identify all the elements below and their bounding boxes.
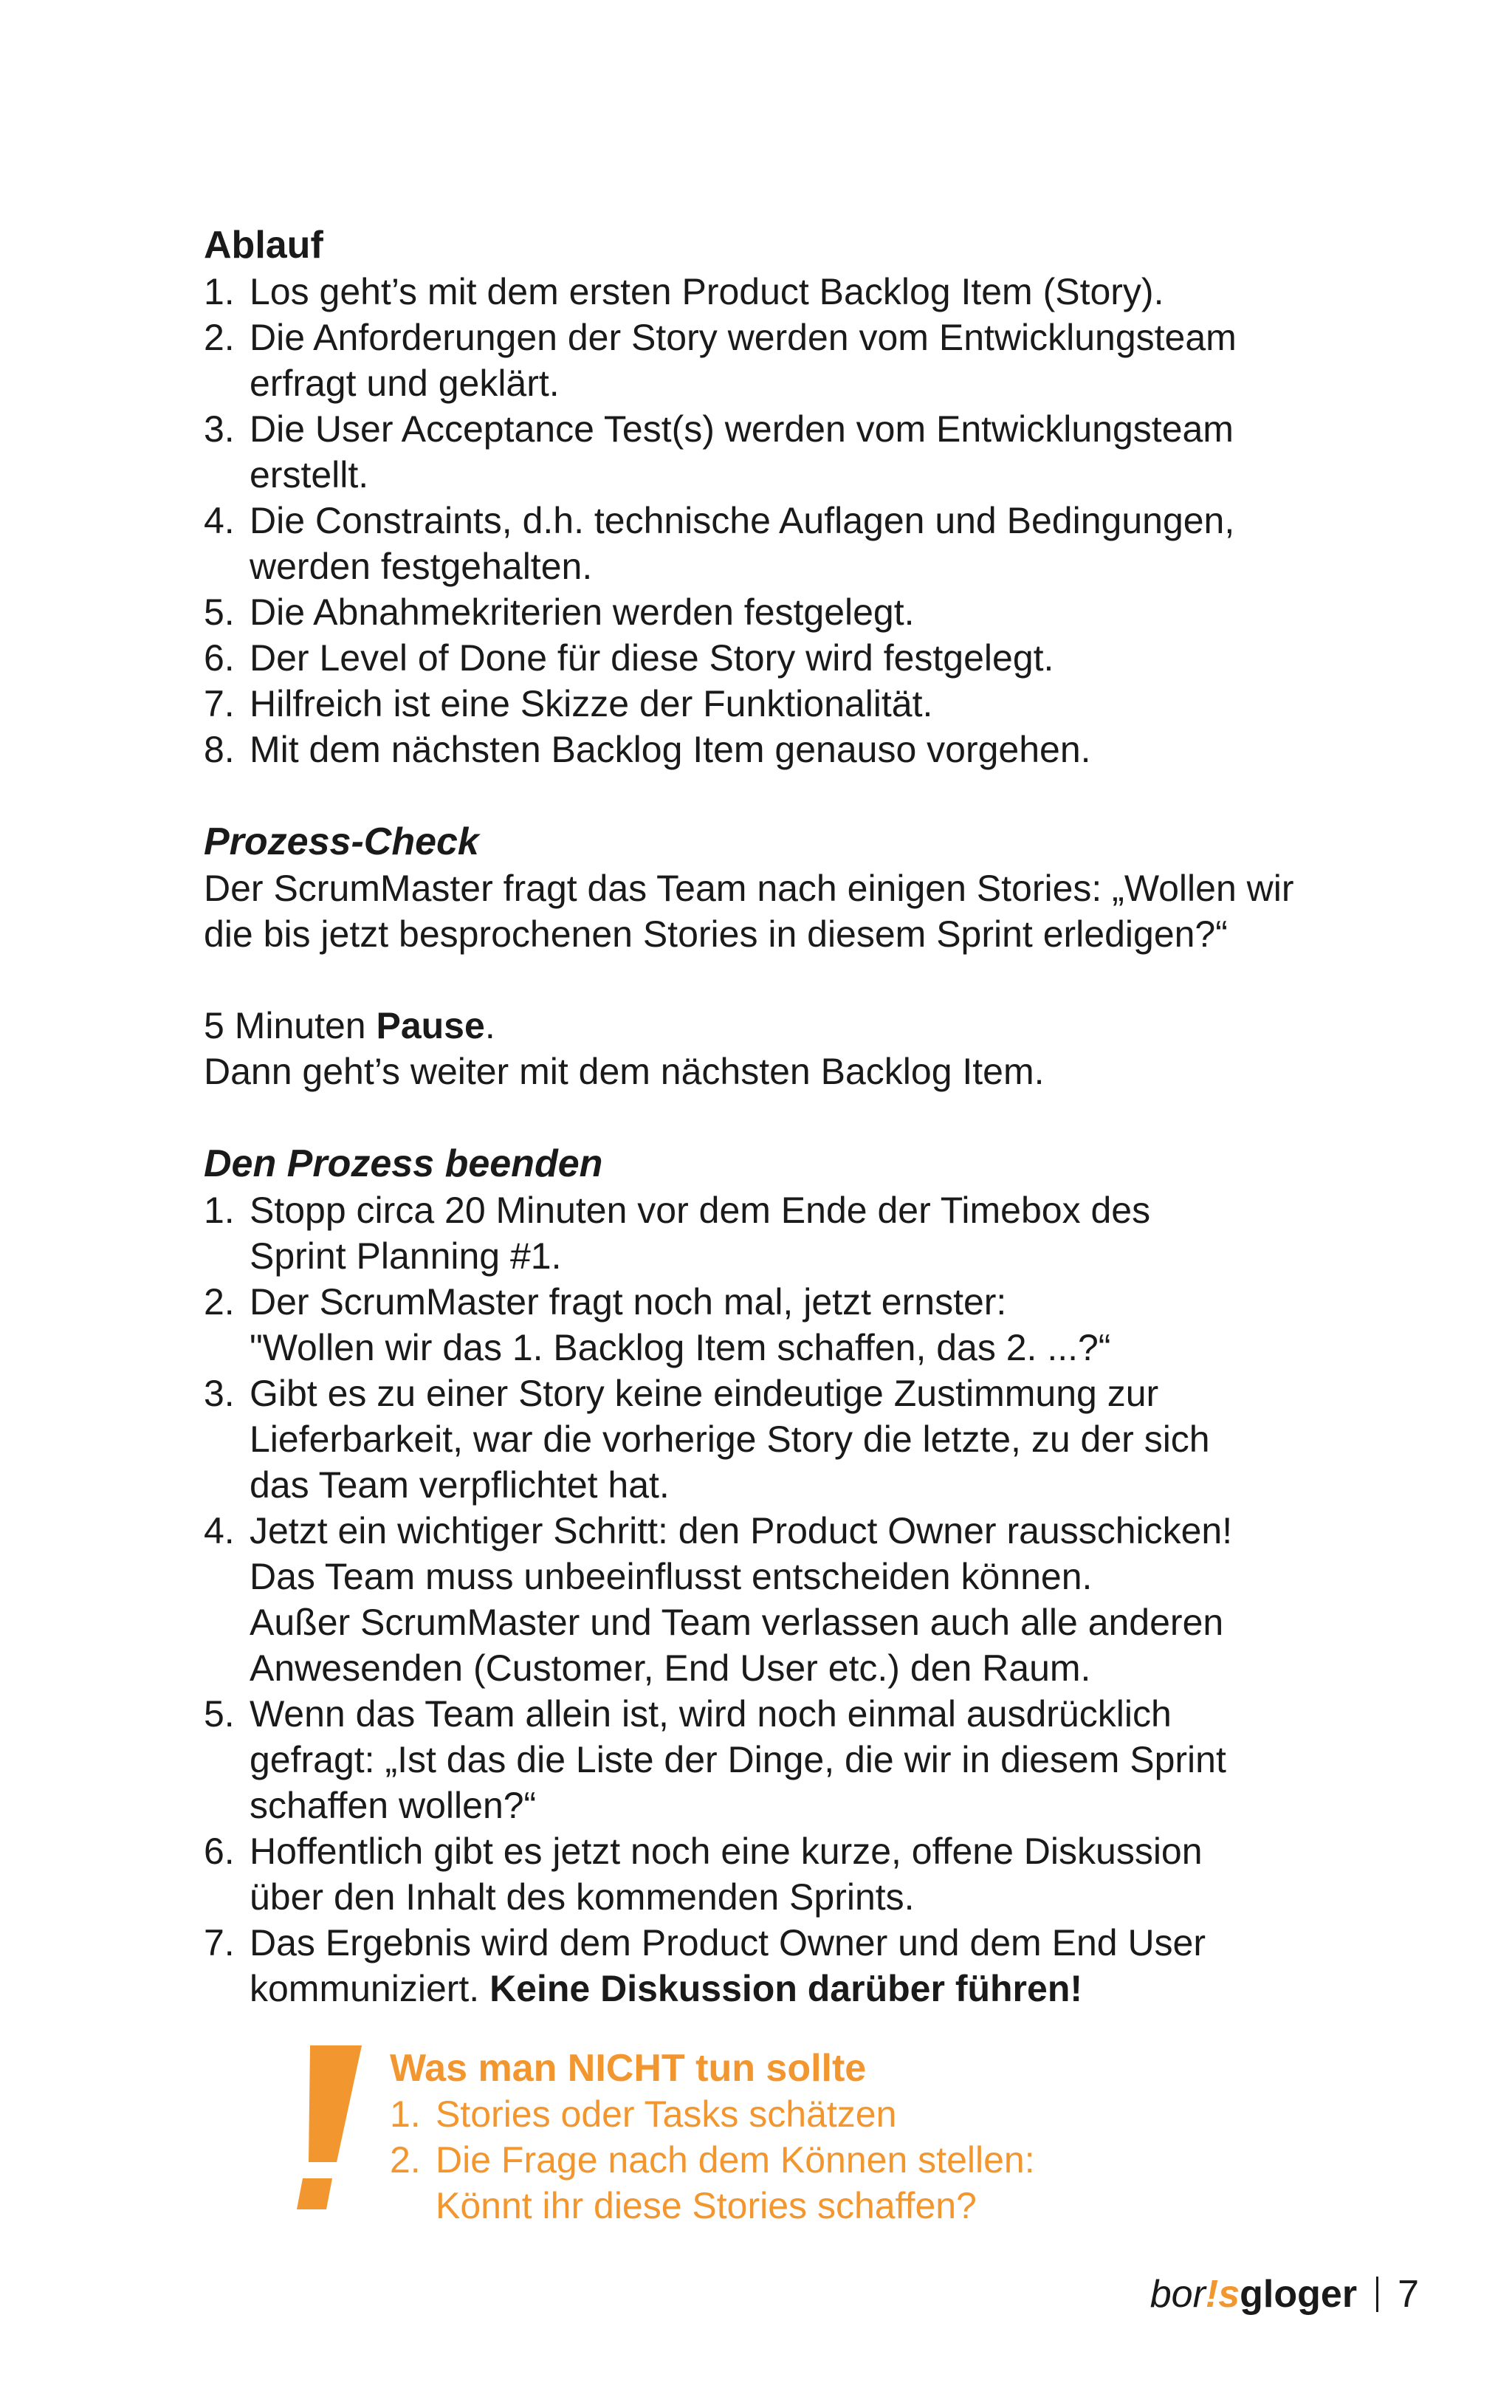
- list-item: [204, 269, 1355, 315]
- list-item-number: 1.: [390, 2093, 421, 2135]
- spacer: [204, 1094, 1355, 1140]
- list-item-number: 6.: [204, 637, 235, 679]
- spacer: [204, 957, 1355, 1003]
- list-item-number: 8.: [204, 729, 235, 770]
- list-item: [204, 1279, 1355, 1371]
- list-item: [204, 1187, 1355, 1279]
- list-item-number: 5.: [204, 1693, 235, 1735]
- list-item: [204, 315, 1355, 406]
- pause-line: [204, 1003, 1355, 1049]
- list-item: [204, 406, 1355, 498]
- list-item-text-bold: Keine Diskussion darüber führen!: [489, 1968, 1083, 2009]
- list-item-text: Der ScrumMaster fragt noch mal, jetzt ernster: "Wollen wir das 1. Backlog Item schaffen, das 2. ...?“: [250, 1281, 1111, 1368]
- list-item: [204, 727, 1355, 772]
- list-item-number: 5.: [204, 591, 235, 633]
- logo-part: !s: [1205, 2273, 1240, 2316]
- list-item-number: 3.: [204, 408, 235, 450]
- list-item-text: Die User Acceptance Test(s) werden vom Entwicklungsteam erstellt.: [250, 408, 1234, 495]
- list-item: [204, 1371, 1355, 1508]
- page-number: 7: [1398, 2273, 1419, 2316]
- list-item-text: [250, 1920, 1355, 2011]
- section-heading-beenden: Den Prozess beenden: [204, 1142, 603, 1185]
- list-item-number: 4.: [204, 1510, 235, 1551]
- list-item-number: 7.: [204, 1922, 235, 1963]
- list-item-number: 2.: [204, 1281, 235, 1323]
- list-item-number: 1.: [204, 271, 235, 312]
- list-item-text: Die Frage nach dem Können stellen: Könnt ihr diese Stories schaffen?: [436, 2139, 1035, 2226]
- list-item-number: 3.: [204, 1373, 235, 1414]
- list-item: [204, 1691, 1355, 1828]
- list-item-number: 1.: [204, 1190, 235, 1231]
- list-item-text: Jetzt ein wichtiger Schritt: den Product Owner rausschicken! Das Team muss unbeeinflusst entscheiden können. Außer ScrumMaster und Team verlassen auch alle anderen Anwesenden (Customer, End User etc.) den Raum.: [250, 1510, 1233, 1689]
- list-item-number: 2.: [204, 317, 235, 358]
- pause-line-2: Dann geht’s weiter mit dem nächsten Backlog Item.: [204, 1051, 1045, 1092]
- logo-part: gloger: [1240, 2273, 1358, 2316]
- exclamation-icon: [273, 2045, 369, 2215]
- prozess-check-text: Der ScrumMaster fragt das Team nach einigen Stories: „Wollen wir die bis jetzt besprochenen Stories in diesem Sprint erledigen?“: [204, 868, 1294, 955]
- list-item-text: Hoffentlich gibt es jetzt noch eine kurze, offene Diskussion über den Inhalt des kommenden Sprints.: [250, 1831, 1203, 1918]
- spacer: [204, 772, 1355, 818]
- list-item: [204, 1920, 1355, 2011]
- list-item-text: Hilfreich ist eine Skizze der Funktionalität.: [250, 683, 933, 724]
- list-item-text: Der Level of Done für diese Story wird festgelegt.: [250, 637, 1054, 679]
- list-item-number: 7.: [204, 683, 235, 724]
- list-item-text: Stopp circa 20 Minuten vor dem Ende der Timebox des Sprint Planning #1.: [250, 1190, 1151, 1277]
- beenden-list: [204, 1187, 1355, 2011]
- main-content: [204, 222, 1355, 2011]
- list-item: [204, 1828, 1355, 1920]
- list-item: [204, 498, 1355, 589]
- pause-bold: Pause: [376, 1005, 485, 1046]
- divider: [1376, 2277, 1378, 2312]
- warning-list: [390, 2091, 1202, 2229]
- warning-box: [273, 2045, 1159, 2252]
- list-item-text: Mit dem nächsten Backlog Item genauso vorgehen.: [250, 729, 1091, 770]
- list-item-text: Wenn das Team allein ist, wird noch einmal ausdrücklich gefragt: „Ist das die Liste der Dinge, die wir in diesem Sprint schaffen wollen?“: [250, 1693, 1226, 1826]
- ablauf-list: [204, 269, 1355, 772]
- list-item-text: Stories oder Tasks schätzen: [436, 2093, 897, 2135]
- list-item-text: Die Anforderungen der Story werden vom Entwicklungsteam erfragt und geklärt.: [250, 317, 1237, 404]
- list-item: [204, 589, 1355, 635]
- list-item-number: 6.: [204, 1831, 235, 1872]
- list-item: [204, 1508, 1355, 1691]
- pause-prefix: 5 Minuten: [204, 1005, 377, 1046]
- warning-title: Was man NICHT tun sollte: [390, 2047, 867, 2090]
- list-item-text-plain: Das Ergebnis wird dem Product Owner und dem End User kommuniziert.: [250, 1922, 1206, 2009]
- list-item-number: 4.: [204, 500, 235, 541]
- list-item-text: Die Constraints, d.h. technische Auflagen und Bedingungen, werden festgehalten.: [250, 500, 1235, 587]
- list-item-text: Los geht’s mit dem ersten Product Backlog Item (Story).: [250, 271, 1164, 312]
- list-item-text: Gibt es zu einer Story keine eindeutige Zustimmung zur Lieferbarkeit, war die vorherige Story die letzte, zu der sich das Team verpflichtet hat.: [250, 1373, 1210, 1506]
- section-heading-prozess-check: Prozess-Check: [204, 820, 479, 863]
- brand-logo: [1150, 2272, 1357, 2316]
- logo-part: bor: [1150, 2273, 1206, 2316]
- list-item: [390, 2091, 1202, 2137]
- pause-suffix: .: [484, 1005, 495, 1046]
- list-item: [204, 635, 1355, 681]
- list-item-text: Die Abnahmekriterien werden festgelegt.: [250, 591, 915, 633]
- list-item: [390, 2137, 1202, 2229]
- section-heading-ablauf: Ablauf: [204, 224, 323, 267]
- list-item-number: 2.: [390, 2139, 421, 2181]
- warning-text: [390, 2045, 1202, 2229]
- page-footer: [1150, 2268, 1419, 2320]
- list-item: [204, 681, 1355, 727]
